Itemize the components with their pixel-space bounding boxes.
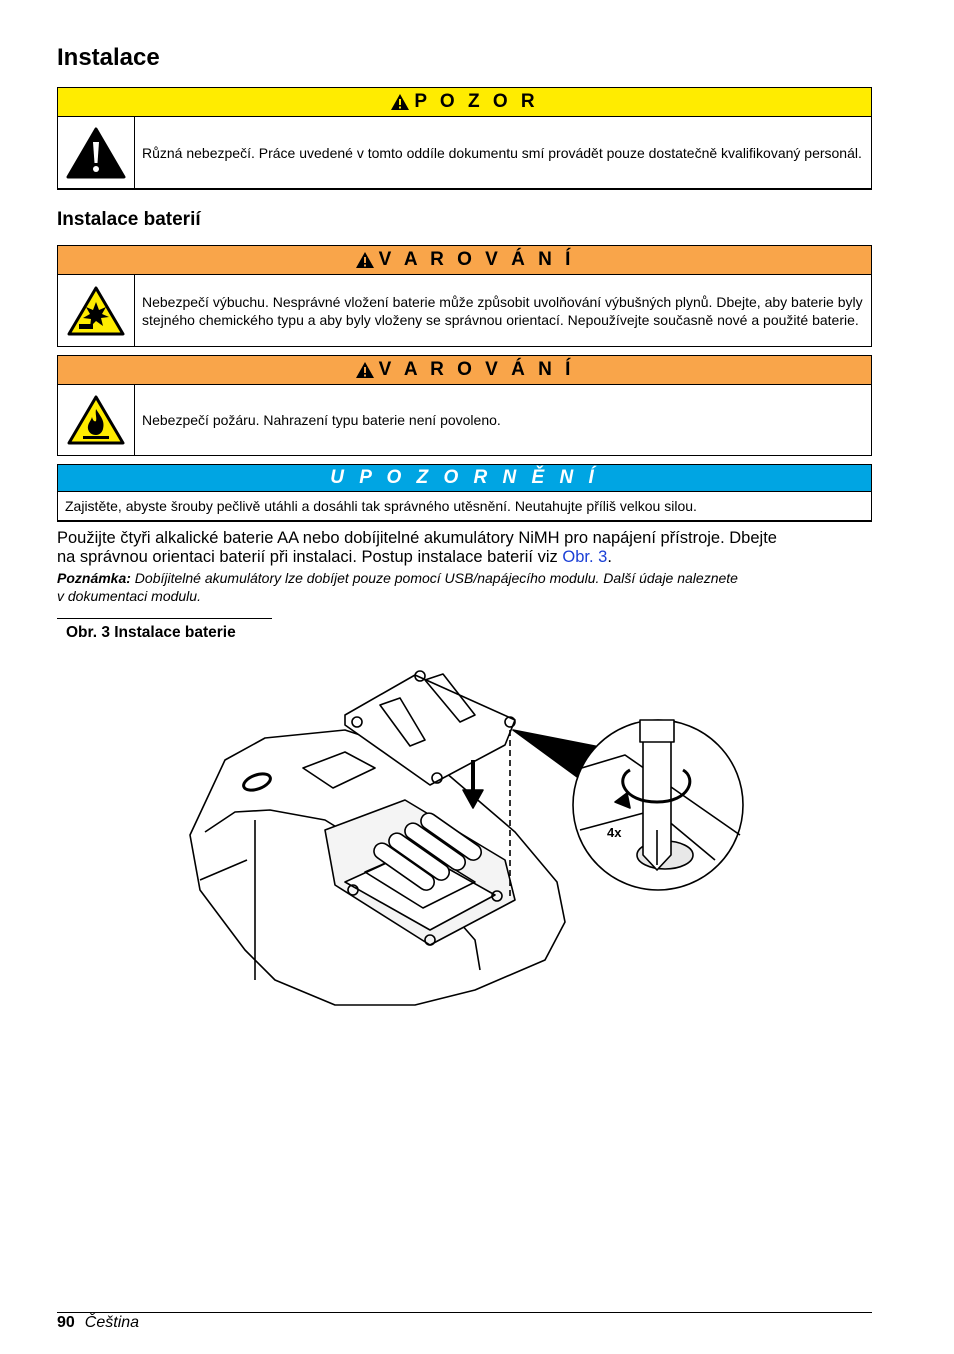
warning-fire-text: Nebezpečí požáru. Nahrazení typu baterie není povoleno.	[142, 412, 501, 428]
caution-box	[57, 87, 872, 190]
explosion-hazard-icon	[58, 275, 135, 346]
screw-count-label: 4x	[607, 825, 622, 840]
warning-triangle-icon	[355, 251, 375, 269]
page-title: Instalace	[57, 44, 160, 71]
figure-rule	[57, 618, 272, 619]
general-hazard-icon	[58, 117, 135, 188]
page-number: 90	[57, 1314, 75, 1331]
figure-link[interactable]: Obr. 3	[562, 548, 608, 566]
footer-rule	[57, 1312, 872, 1313]
warning-triangle-icon	[355, 361, 375, 379]
notice-text: Zajistěte, abyste šrouby pečlivě utáhli a dosáhli tak správného utěsnění. Neutahujte příliš velkou silou.	[65, 498, 697, 514]
warning-fire-box	[57, 355, 872, 456]
note-label: Poznámka:	[57, 570, 131, 586]
warning-header	[58, 246, 871, 275]
section-heading: Instalace baterií	[57, 209, 201, 230]
notice-box	[57, 464, 872, 522]
figure-caption: Obr. 3 Instalace baterie	[66, 624, 236, 641]
note-paragraph: Poznámka: Dobíjitelné akumulátory lze dobíjet pouze pomocí USB/napájecího modulu. Další údaje naleznete v dokumentaci modulu.	[57, 570, 738, 604]
warning-explosion-text: Nebezpečí výbuchu. Nesprávné vložení baterie může způsobit uvolňování výbušných plynů. Dbejte, aby baterie byly stejného chemického typu a aby byly vloženy se správnou orientací. Nepoužívejte současně nové a použité baterie.	[142, 293, 863, 328]
caution-header	[58, 88, 871, 117]
warning-explosion-box	[57, 245, 872, 347]
footer-language: Čeština	[84, 1314, 140, 1331]
notice-header: U P O Z O R N Ě N Í	[58, 465, 871, 492]
page-footer	[57, 1314, 139, 1332]
warning-triangle-icon	[390, 93, 410, 111]
body-paragraph: Použijte čtyři alkalické baterie AA nebo dobíjitelné akumulátory NiMH pro napájení přístroje. Dbejte na správnou orientaci baterií při instalaci. Postup instalace baterií viz Obr. 3.	[57, 529, 777, 566]
caution-label: P O Z O R	[414, 91, 539, 112]
fire-hazard-icon	[58, 385, 135, 455]
caution-text: Různá nebezpečí. Práce uvedené v tomto oddíle dokumentu smí provádět pouze dostatečně kvalifikovaný personál.	[142, 144, 862, 161]
warning-label: V A R O V Á N Í	[378, 359, 575, 380]
battery-installation-illustration	[175, 660, 750, 1015]
warning-header	[58, 356, 871, 385]
warning-label: V A R O V Á N Í	[378, 249, 575, 270]
